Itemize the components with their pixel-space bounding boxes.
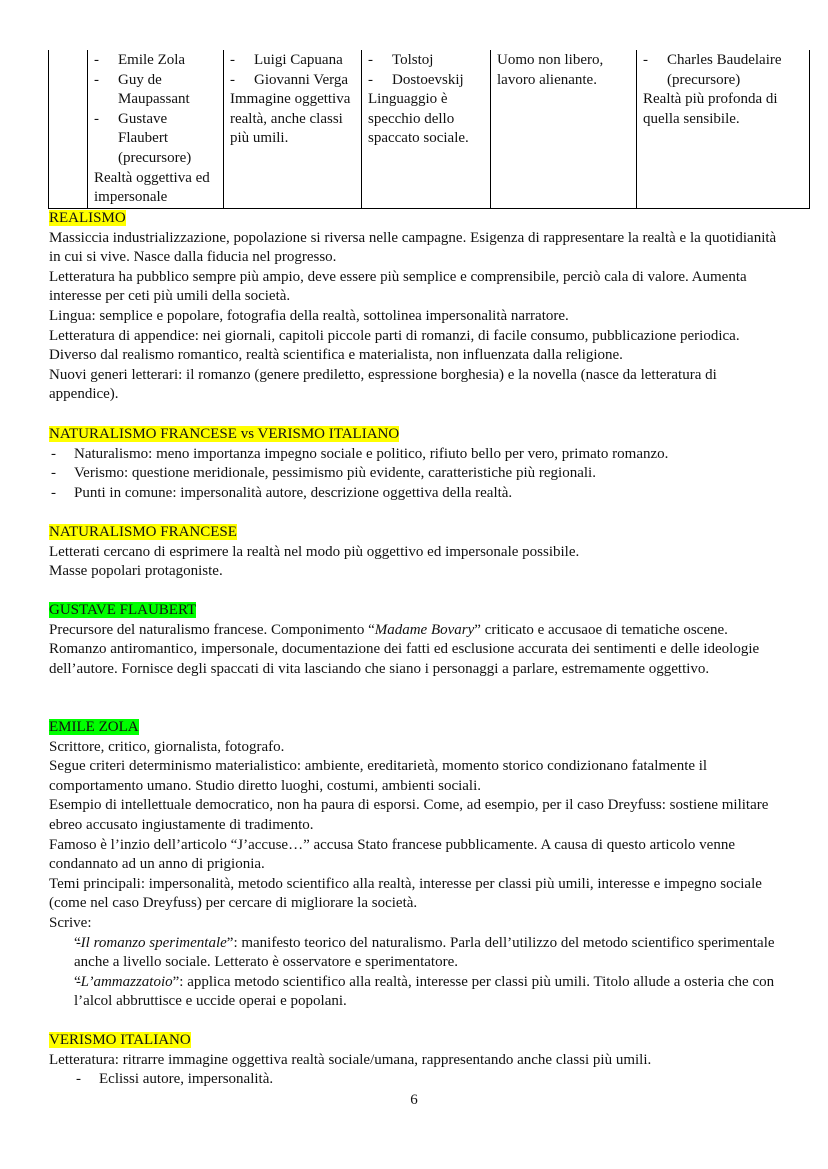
section-heading: EMILE ZOLA	[49, 719, 139, 735]
paragraph: Precursore del naturalismo francese. Componimento “Madame Bovary” criticato e accusaoe di tematiche oscene. Romanzo antiromantico, impersonale, documentazione dei fatti ed esclusione accurata dei sentimenti e delle ideologie dell’autore. Fornisce degli spaccati di vita lasciando che siano i personaggi a parlare, estremamente oggettivo.	[49, 621, 760, 677]
literature-table	[48, 50, 810, 209]
list-item: - Verismo: questione meridionale, pessimismo più evidente, caratteristiche più regionali.	[49, 464, 789, 484]
section-heading: NATURALISMO FRANCESE vs VERISMO ITALIANO	[49, 426, 400, 442]
work-title: Il romanzo sperimentale	[80, 934, 227, 951]
section-verismo	[49, 1031, 789, 1090]
paragraph: Famoso è l’inzio dell’articolo “J’accuse…” accusa Stato francese pubblicamente. A causa di questo articolo venne condannato ad un anno di prigionia.	[49, 836, 735, 873]
list-item: - “L’ammazzatoio”: applica metodo scientifico alla realtà, interesse per classi più umili. Titolo allude a osteria che con l’alcol abbruttisce e uccide operai e popolani.	[49, 973, 789, 1012]
section-heading: NATURALISMO FRANCESE	[49, 524, 237, 540]
section-confronto	[49, 425, 789, 503]
paragraph: Diverso dal realismo romantico, realtà scientifica e materialista, non influenzata dalla religione.	[49, 347, 623, 364]
page-number: 6	[410, 1092, 418, 1108]
list-item: - Punti in comune: impersonalità autore, descrizione oggettiva della realtà.	[49, 484, 789, 504]
table-cell-naturalismo	[88, 50, 224, 208]
paragraph: Massiccia industrializzazione, popolazione si riversa nelle campagne. Esigenza di rappresentare la realtà e la quotidianità in cui si vive. Nasce dalla fiducia nel progresso.	[49, 229, 777, 266]
paragraph: Segue criteri determinismo materialistico: ambiente, ereditarietà, momento storico condizionano fatalmente il comportamento umano. Studio diretto luoghi, costumi, ambienti sociali.	[49, 758, 708, 794]
cell-note: Immagine oggettiva realtà, anche classi più umili.	[230, 91, 351, 147]
paragraph: Nuovi generi letterari: il romanzo (genere prediletto, espressione borghesia) e la novella (nasce da letteratura di appendice).	[49, 366, 717, 403]
work-title: Madame Bovary	[374, 621, 475, 638]
paragraph: Letteratura di appendice: nei giornali, capitoli piccole parti di romanzi, di facile consumo, pubblicazione periodica.	[49, 327, 740, 344]
section-heading: REALISMO	[49, 210, 126, 226]
paragraph: Letteratura: ritrarre immagine oggettiva realtà sociale/umana, rappresentando anche classi più umili.	[49, 1051, 652, 1068]
paragraph: Scrittore, critico, giornalista, fotografo.	[49, 738, 285, 755]
section-zola	[49, 718, 789, 1012]
table-cell-decadentismo	[637, 50, 810, 208]
list-item: - Eclissi autore, impersonalità.	[49, 1070, 789, 1090]
section-heading: VERISMO ITALIANO	[49, 1032, 191, 1048]
list-item: - Emile Zola	[94, 51, 220, 71]
work-title: L’ammazzatoio	[80, 973, 173, 990]
paragraph: Masse popolari protagoniste.	[49, 563, 223, 580]
list-item: - “Il romanzo sperimentale”: manifesto teorico del naturalismo. Parla dell’utilizzo del metodo scientifico sperimentale anche a livello sociale. Letterato è osservatore e sperimentatore.	[49, 934, 789, 973]
section-flaubert	[49, 601, 789, 679]
list-item: - Guy de Maupassant	[94, 71, 220, 110]
cell-note: Linguaggio è specchio dello spaccato sociale.	[368, 91, 469, 147]
list-item: - Luigi Capuana	[230, 51, 358, 71]
paragraph: Esempio di intellettuale democratico, non ha paura di esporsi. Come, ad esempio, per il caso Dreyfuss: sostiene militare ebreo accusato ingiustamente di tradimento.	[49, 797, 769, 833]
list-item: - Giovanni Verga	[230, 71, 358, 91]
paragraph: Scrive:	[49, 914, 92, 931]
cell-note: Realtà più profonda di quella sensibile.	[643, 91, 778, 127]
section-heading: GUSTAVE FLAUBERT	[49, 602, 197, 618]
paragraph: Letterati cercano di esprimere la realtà nel modo più oggettivo ed impersonale possibile.	[49, 543, 580, 560]
cell-note: Realtà oggettiva ed impersonale	[94, 169, 210, 206]
section-realismo	[49, 209, 789, 405]
list-item: - Charles Baudelaire (precursore)	[643, 51, 806, 90]
paragraph: Lingua: semplice e popolare, fotografia della realtà, sottolinea impersonalità narratore.	[49, 307, 569, 324]
cell-note: Uomo non libero, lavoro alienante.	[497, 52, 604, 88]
table-row	[49, 50, 810, 208]
list-item: - Dostoevskij	[368, 71, 487, 91]
table-cell-russia	[362, 50, 491, 208]
list-item: - Gustave Flaubert (precursore)	[94, 110, 220, 169]
table-cell-themes	[491, 50, 637, 208]
list-item: - Naturalismo: meno importanza impegno sociale e politico, rifiuto bello per vero, primato romanzo.	[49, 445, 789, 465]
paragraph: Temi principali: impersonalità, metodo scientifico alla realtà, interesse per classi più umili, interesse e impegno sociale (come nel caso Dreyfuss) per cercare di migliorare la società.	[49, 875, 762, 912]
section-naturalismo	[49, 523, 789, 582]
table-cell-verismo	[224, 50, 362, 208]
paragraph: Letteratura ha pubblico sempre più ampio, deve essere più semplice e comprensibile, perciò cala di valore. Aumenta interesse per ceti più umili della società.	[49, 268, 747, 305]
table-cell-empty	[49, 50, 88, 208]
list-item: - Tolstoj	[368, 51, 487, 71]
